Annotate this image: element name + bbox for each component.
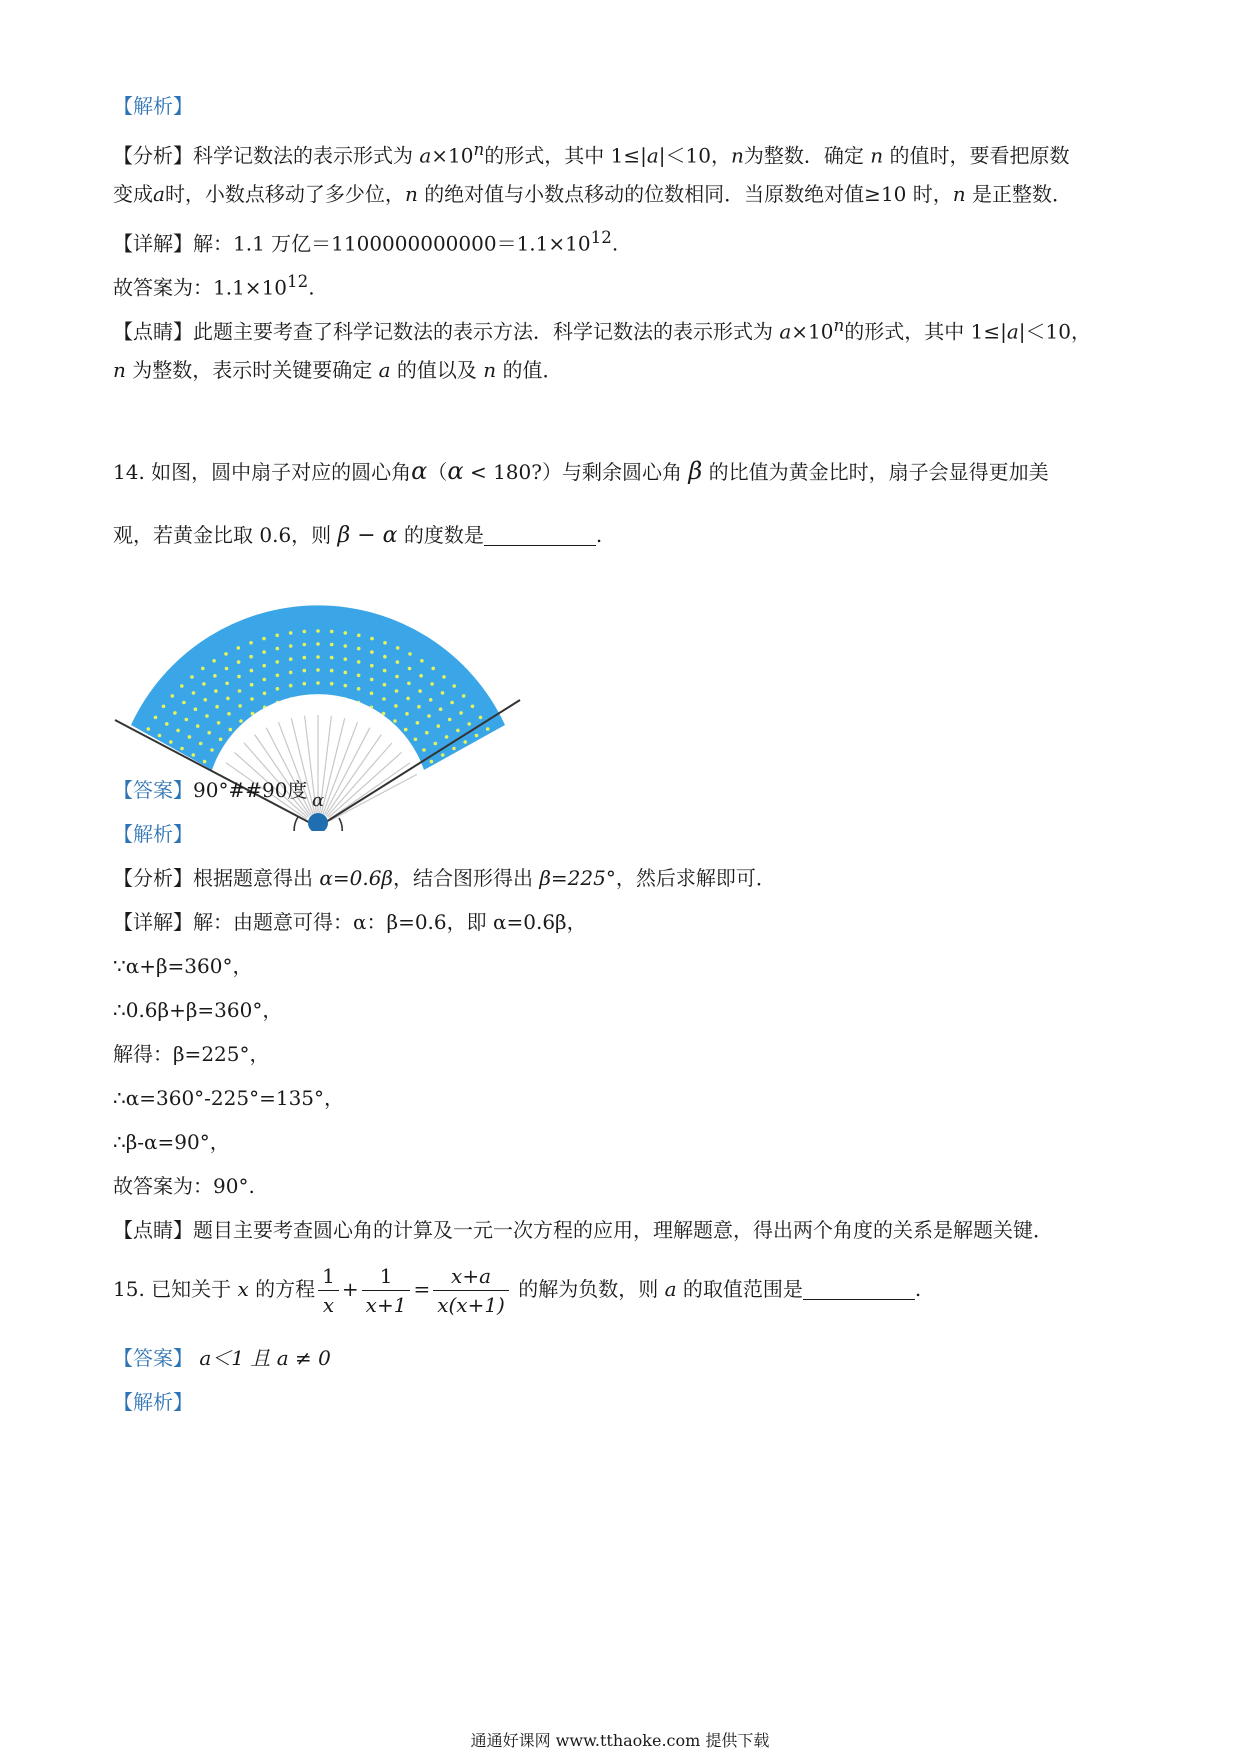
- fan-star: [194, 707, 198, 711]
- fan-star: [276, 687, 280, 691]
- fan-star: [289, 697, 293, 701]
- q14-dianjing-line: 【点睛】题目主要考查圆心角的计算及一元一次方程的应用，理解题意，得出两个角度的关系是解题关键．: [113, 1218, 1053, 1242]
- fan-star: [190, 675, 194, 679]
- fan-star: [224, 652, 228, 656]
- fan-star: [262, 664, 266, 668]
- fan-star: [289, 644, 293, 648]
- fan-star: [344, 684, 348, 688]
- fan-star: [402, 744, 406, 748]
- fan-star: [343, 710, 347, 714]
- fan-star: [230, 744, 234, 748]
- fan-star: [448, 718, 452, 722]
- fan-star: [165, 722, 169, 726]
- fan-star: [303, 630, 307, 634]
- fan-star: [203, 760, 207, 764]
- fan-star: [405, 712, 409, 716]
- fan-star: [370, 692, 374, 696]
- fan-star: [182, 701, 186, 705]
- fan-star: [263, 692, 267, 696]
- fan-star: [276, 714, 280, 718]
- fan-star: [427, 714, 431, 718]
- fan-star: [408, 652, 412, 656]
- fan-star: [316, 642, 320, 646]
- fan-star: [425, 731, 429, 735]
- fan-star: [202, 682, 206, 686]
- fan-star: [238, 704, 242, 708]
- fan-star: [395, 689, 399, 693]
- fan-star: [229, 728, 233, 732]
- q14-stem-line1: 14. 如图，圆中扇子对应的圆心角α（α < 180?）与剩余圆心角 β 的比值为黄金比时，扇子会显得更加美: [113, 457, 1049, 485]
- fan-star: [475, 734, 479, 738]
- fan-star: [251, 712, 255, 716]
- q14-step1: ∵α+β=360°，: [113, 954, 253, 978]
- fan-star: [463, 740, 467, 744]
- fan-star: [411, 755, 415, 759]
- fan-star: [370, 637, 374, 641]
- fan-star: [217, 721, 221, 725]
- fan-star: [418, 766, 422, 770]
- fan-star: [222, 755, 226, 759]
- fan-star: [467, 722, 471, 726]
- fan-star: [196, 724, 200, 728]
- fan-star: [330, 695, 334, 699]
- fan-star: [173, 711, 177, 715]
- fan-star: [263, 706, 267, 710]
- fan-star: [343, 697, 347, 701]
- fan-star: [210, 748, 214, 752]
- fan-star: [214, 766, 218, 770]
- q14-xiangjie-line: 【详解】解：由题意可得：α：β=0.6，即 α=0.6β，: [113, 910, 587, 934]
- fan-star: [249, 655, 253, 659]
- fan-star: [419, 674, 423, 678]
- fan-star: [225, 667, 229, 671]
- fan-star: [370, 664, 374, 668]
- fan-star: [404, 728, 408, 732]
- answer-blank: [484, 525, 596, 546]
- fan-star: [212, 659, 216, 663]
- fan-star: [303, 656, 307, 660]
- fan-star: [171, 694, 175, 698]
- fan-star: [316, 655, 320, 659]
- fan-star: [303, 682, 307, 686]
- fan-star: [420, 659, 424, 663]
- fan-star: [180, 684, 184, 688]
- fan-star: [441, 753, 445, 757]
- fan-star: [452, 684, 456, 688]
- q13-xiangjie-line: 【详解】解：1.1 万亿$=1100000000000=1.1\times 10^{12}$.: [113, 228, 619, 256]
- fan-star: [381, 727, 385, 731]
- fan-star: [370, 706, 374, 710]
- fan-star: [357, 687, 361, 691]
- fan-star: [316, 668, 320, 672]
- fan-star: [303, 708, 307, 712]
- fan-star: [434, 742, 438, 746]
- fan-star: [418, 689, 422, 693]
- fan-star: [486, 727, 490, 731]
- fan-star: [369, 720, 373, 724]
- fan-star: [357, 714, 361, 718]
- q13-fenxi-line1: 【分析】科学记数法的表示形式为 $a\times 10^n$的形式，其中 1≤|a|＜10，n为整数．确定 n 的值时，要看把原数: [113, 140, 1070, 168]
- fan-star: [226, 697, 230, 701]
- fan-star: [407, 682, 411, 686]
- q14-stem-line2: 观，若黄金比取 0.6，则 β − α 的度数是 .: [113, 523, 603, 548]
- fan-star: [227, 712, 231, 716]
- fan-star: [330, 708, 334, 712]
- fan-star: [207, 731, 211, 735]
- fan-star: [303, 695, 307, 699]
- fan-star: [289, 657, 293, 661]
- q13-jiexi-heading: 【解析】: [113, 94, 193, 118]
- fan-star: [383, 655, 387, 659]
- fan-star: [396, 646, 400, 650]
- fan-star: [276, 674, 280, 678]
- fan-star: [393, 719, 397, 723]
- fan-star: [169, 740, 173, 744]
- fan-star: [330, 630, 334, 634]
- fan-star: [383, 669, 387, 673]
- fan-star: [392, 735, 396, 739]
- fan-star: [330, 682, 334, 686]
- fan-star: [417, 705, 421, 709]
- q15-answer-line: 【答案】 a＜1 且 a ≠ 0: [113, 1346, 331, 1370]
- q13-fenxi-line2: 变成a时，小数点移动了多少位，n 的绝对值与小数点移动的位数相同．当原数绝对值≥10 时，n 是正整数．: [113, 182, 1073, 206]
- fan-star: [445, 735, 449, 739]
- fan-star: [188, 735, 192, 739]
- answer-blank: [803, 1279, 915, 1300]
- q14-step4: ∴α=360°-225°=135°，: [113, 1086, 345, 1110]
- fan-star: [344, 657, 348, 661]
- fan-star: [459, 711, 463, 715]
- fan-star: [289, 631, 293, 635]
- fan-star: [429, 698, 433, 702]
- fan-star: [414, 738, 418, 742]
- fan-star: [330, 669, 334, 673]
- fan-star: [303, 669, 307, 673]
- q14-step5: ∴β-α=90°，: [113, 1130, 230, 1154]
- fan-star: [462, 694, 466, 698]
- fraction-1-over-x: $\frac{1}{x}$: [318, 1262, 339, 1319]
- fan-star: [214, 689, 218, 693]
- fan-star: [263, 720, 267, 724]
- fan-star: [441, 691, 445, 695]
- fan-star: [185, 718, 189, 722]
- q14-step3: 解得：β=225°，: [113, 1042, 270, 1066]
- fan-star: [205, 714, 209, 718]
- fan-star: [316, 681, 320, 685]
- fan-star: [147, 727, 151, 731]
- fan-star: [225, 682, 229, 686]
- fan-star: [330, 643, 334, 647]
- fan-star: [316, 694, 320, 698]
- fan-star: [357, 634, 361, 638]
- fan-star: [422, 748, 426, 752]
- fan-star: [250, 683, 254, 687]
- fan-star: [394, 704, 398, 708]
- fan-star: [162, 705, 166, 709]
- fan-star: [237, 646, 241, 650]
- fan-star: [263, 678, 267, 682]
- fan-star: [370, 678, 374, 682]
- fan-star: [238, 689, 242, 693]
- fan-star: [344, 631, 348, 635]
- fan-star: [180, 747, 184, 751]
- fan-star: [262, 637, 266, 641]
- fraction-1-over-x-plus-1: $\frac{1}{x+1}$: [362, 1262, 411, 1319]
- fan-star: [382, 697, 386, 701]
- q14-step2: ∴0.6β+β=360°，: [113, 998, 283, 1022]
- fan-star: [370, 650, 374, 654]
- fan-star: [383, 641, 387, 645]
- fan-star: [262, 650, 266, 654]
- fan-star: [479, 716, 483, 720]
- fan-star: [439, 707, 443, 711]
- q14-final-answer: 故答案为：90°.: [113, 1174, 255, 1198]
- fan-star: [437, 724, 441, 728]
- fan-star: [215, 705, 219, 709]
- fan-star: [330, 656, 334, 660]
- fan-star: [276, 647, 280, 651]
- fan-star: [382, 712, 386, 716]
- fan-star: [154, 716, 158, 720]
- fan-star: [456, 729, 460, 733]
- q13-dianjing-line1: 【点睛】此题主要考查了科学记数法的表示方法．科学记数法的表示形式为 $a\times 10^n$的形式，其中 1≤|a|＜10，: [113, 316, 1091, 344]
- fan-star: [250, 697, 254, 701]
- fan-star: [276, 660, 280, 664]
- fan-star: [357, 674, 361, 678]
- fan-star: [289, 684, 293, 688]
- fan-star: [199, 742, 203, 746]
- fan-star: [213, 674, 217, 678]
- fan-star: [450, 701, 454, 705]
- fan-star: [452, 747, 456, 751]
- fan-star: [219, 738, 223, 742]
- fan-star: [176, 729, 180, 733]
- fan-star: [383, 683, 387, 687]
- fan-star: [408, 667, 412, 671]
- fan-star: [158, 734, 162, 738]
- fan-star: [357, 660, 361, 664]
- fan-star: [357, 647, 361, 651]
- fan-star: [192, 753, 196, 757]
- fan-star: [239, 719, 243, 723]
- fan-star: [289, 671, 293, 675]
- fan-star: [275, 634, 279, 638]
- q14-fenxi-line: 【分析】根据题意得出 α=0.6β，结合图形得出 β=225°，然后求解即可．: [113, 866, 776, 890]
- fan-star: [406, 697, 410, 701]
- fan-star: [237, 660, 241, 664]
- fan-star: [357, 701, 361, 705]
- q15-stem-line: 15. 已知关于 x 的方程 $\frac{1}{x}$ + $\frac{1}{x+1}$ = $\frac{x+a}{x(x+1)}$ 的解为负数，则 a 的取值范围是 .: [113, 1264, 922, 1317]
- q14-jiexi-heading: 【解析】: [113, 822, 193, 846]
- fan-star: [240, 735, 244, 739]
- fan-star: [395, 675, 399, 679]
- fan-star: [276, 701, 280, 705]
- fan-star: [251, 727, 255, 731]
- fan-star: [303, 643, 307, 647]
- fan-star: [430, 760, 434, 764]
- fan-star: [237, 675, 241, 679]
- q13-answer-line: 故答案为：$1.1\times 10^{12}$.: [113, 272, 315, 300]
- fan-star: [316, 707, 320, 711]
- q15-jiexi-heading: 【解析】: [113, 1390, 193, 1414]
- fan-star: [250, 669, 254, 673]
- fan-star: [416, 721, 420, 725]
- fan-star: [249, 641, 253, 645]
- fan-star: [344, 671, 348, 675]
- fan-star: [442, 675, 446, 679]
- fan-star: [431, 667, 435, 671]
- fan-star: [396, 660, 400, 664]
- fan-star: [204, 698, 208, 702]
- fan-star: [316, 629, 320, 633]
- fraction-rhs: $\frac{x+a}{x(x+1)}$: [433, 1262, 509, 1319]
- q13-dianjing-line2: n 为整数，表示时关键要确定 a 的值以及 n 的值．: [113, 358, 563, 382]
- fan-star: [192, 691, 196, 695]
- q14-answer-line: 【答案】90°##90度: [113, 778, 308, 802]
- fan-star: [430, 682, 434, 686]
- page-footer: 通通好课网 www.tthaoke.com 提供下载: [470, 1731, 770, 1750]
- fan-star: [289, 710, 293, 714]
- fan-star: [471, 705, 475, 709]
- fan-star: [201, 667, 205, 671]
- alpha-label: α: [312, 790, 325, 811]
- fan-star: [344, 644, 348, 648]
